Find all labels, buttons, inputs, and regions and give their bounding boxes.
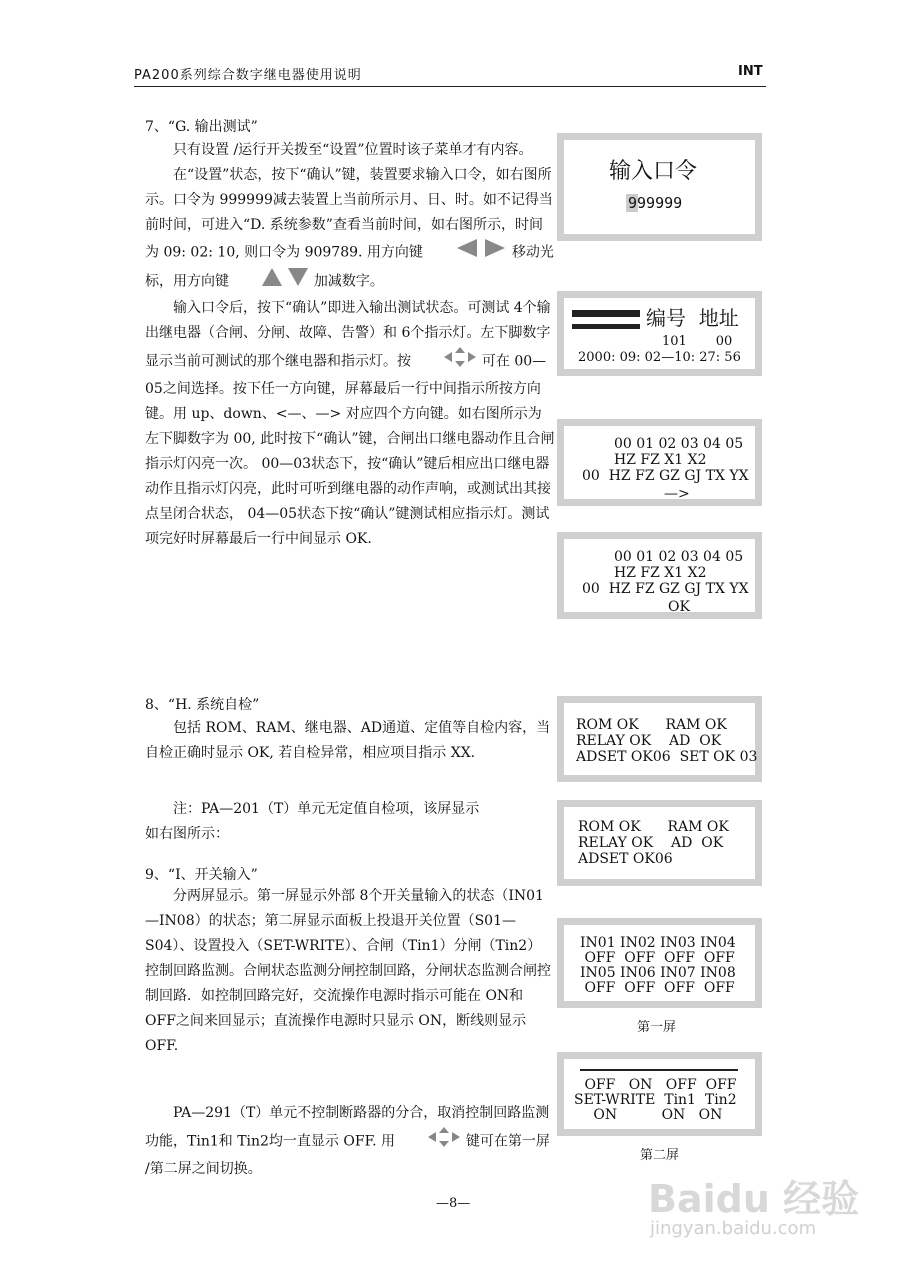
section-g-para-3b: 可在 00—05之间选择。按下任一方向键，屏幕最后一行中间指示所按方向键。用 up、down、<—、—> 对应四个方向键。如右图所示为左下脚数字为 00, 此时按下“确认”键，合闸出口继电器动作且合闸指示灯闪亮一次。 00—03状态下，按“确认”键后相应出口继电器动作且指示灯闪亮，此时可听到继电器的动作声响，或测试出其接点呈闭合状态， 04—05状态下按“确认”键测试相应指示灯。测试项完好时屏幕最后一行中间显示 OK. bbox=[145, 353, 555, 547]
section-i-para-2 bbox=[145, 1101, 555, 1182]
section-h-note-2: 如右图所示： bbox=[145, 826, 229, 842]
section-g-body bbox=[145, 138, 555, 552]
four-way-arrow-icon bbox=[399, 1126, 461, 1157]
section-i-para-1: 分两屏显示。第一屏显示外部 8个开关量输入的状态（IN01—IN08）的状态；第二屏显示面板上投退开关位置（S01—S04）、设置投入（SET-WRITE）、合闸（Tin1）分闸（Tin2）控制回路监测。合闸状态监测分闸控制回路，分闸状态监测合闸控制回路．如控制回路完好，交流操作电源时指示可能在 ON和 OFF之间来回显示；直流操作电源时只显示 ON，断线则显示 OFF. bbox=[145, 888, 551, 1054]
section-h-heading: 8、“H. 系统自检” bbox=[145, 697, 260, 713]
input1-line-2: OFF OFF OFF OFF bbox=[580, 950, 735, 966]
output1-line-3: 00 HZ FZ GZ GJ TX YX bbox=[582, 468, 749, 484]
bar-bottom bbox=[572, 324, 640, 329]
output2-line-1: 00 01 02 03 04 05 bbox=[614, 549, 744, 565]
lcd-sysparam-screen bbox=[557, 291, 762, 376]
doc-header-code: INT bbox=[738, 64, 763, 79]
section-g-para-2c: 加减数字。 bbox=[313, 273, 384, 290]
section-h-para-1: 包括 ROM、RAM、继电器、AD通道、定值等自检内容，当自检正确时显示 OK, 若自检异常，相应项目指示 XX. bbox=[145, 720, 551, 761]
output1-line-2: HZ FZ X1 X2 bbox=[614, 452, 707, 468]
section-g-para-2a: 在“设置”状态，按下“确认”键，装置要求输入口令，如右图所示。口令为 999999减去装置上当前所示月、日、时。如不记得当前时间，可进入“D. 系统参数”查看当前时间，如右图所示，时间为 09: 02: 10, 则口令为 909789. 用方向键 bbox=[145, 167, 553, 261]
input2-line-3: ON ON ON bbox=[580, 1107, 723, 1123]
lcd-output-test-screen-1 bbox=[557, 419, 762, 506]
input1-line-1: IN01 IN02 IN03 IN04 bbox=[580, 935, 736, 951]
top-rule bbox=[580, 1069, 738, 1071]
output1-line-1: 00 01 02 03 04 05 bbox=[614, 436, 744, 452]
section-g-para-2b: 移动光标，用方向键 bbox=[145, 244, 554, 290]
section-g-para-3 bbox=[145, 296, 555, 552]
section-g-para-3a: 输入口令后，按下“确认”即进入输出测试状态。可测试 4个输出继电器（合闸、分闸、故障、告警）和 6个指示灯。左下脚数字显示当前可测试的那个继电器和指示灯。按 bbox=[145, 300, 551, 370]
input1-line-3: IN05 IN06 IN07 IN08 bbox=[580, 965, 736, 981]
selfcheck1-line-2: RELAY OK AD OK bbox=[576, 733, 722, 749]
section-h-body bbox=[145, 716, 555, 766]
selfcheck1-line-3: ADSET OK06 SET OK 03 bbox=[576, 749, 758, 765]
section-i-para-2a: PA—291（T）单元不控制断路器的分合，取消控制回路监测功能，Tin1和 Tin2均一直显示 OFF. 用 bbox=[145, 1105, 550, 1150]
selfcheck1-line-1: ROM OK RAM OK bbox=[576, 717, 727, 733]
baidu-watermark-logo: Baidu 经验 bbox=[648, 1177, 860, 1221]
baidu-watermark-url: jingyan.baidu.com bbox=[650, 1218, 817, 1239]
output2-line-3: 00 HZ FZ GZ GJ TX YX bbox=[582, 581, 749, 597]
up-down-arrow-icon bbox=[233, 267, 309, 296]
section-h-note bbox=[145, 797, 555, 847]
lcd-input-screen-2 bbox=[557, 1052, 762, 1136]
lcd-password-screen bbox=[557, 133, 762, 241]
input1-caption: 第一屏 bbox=[637, 1020, 677, 1035]
password-title: 输入口令 bbox=[609, 159, 698, 184]
selfcheck2-line-3: ADSET OK06 bbox=[578, 851, 673, 867]
section-g-para-1: 只有设置 /运行开关拨至“设置”位置时该子菜单才有内容。 bbox=[173, 142, 533, 158]
sysparam-header: 编号 地址 bbox=[646, 306, 739, 330]
header-rule bbox=[134, 86, 766, 87]
section-g-para-2 bbox=[145, 163, 555, 296]
page-number: —8— bbox=[436, 1196, 471, 1211]
four-way-arrow-icon bbox=[415, 346, 477, 377]
lcd-selfcheck-screen-1 bbox=[557, 696, 762, 782]
lcd-input-screen-1 bbox=[557, 918, 762, 1008]
input2-line-1: OFF ON OFF OFF bbox=[580, 1077, 737, 1093]
doc-header-title: PA200系列综合数字继电器使用说明 bbox=[134, 68, 362, 83]
lcd-selfcheck-screen-2 bbox=[557, 800, 762, 886]
bar-top bbox=[572, 310, 640, 317]
password-value: 999999 bbox=[628, 194, 683, 212]
sysparam-values: 101 00 bbox=[662, 334, 733, 349]
lcd-output-test-screen-2 bbox=[557, 532, 762, 619]
section-i-body bbox=[145, 884, 555, 1059]
output2-line-2: HZ FZ X1 X2 bbox=[614, 565, 707, 581]
output1-line-4: —> bbox=[664, 486, 690, 502]
output2-line-4: OK bbox=[668, 599, 690, 615]
section-h-note-1: 注：PA—201（T）单元无定值自检项，该屏显示 bbox=[173, 801, 480, 817]
section-i-body-2 bbox=[145, 1101, 555, 1182]
input1-line-4: OFF OFF OFF OFF bbox=[580, 980, 735, 996]
input2-caption: 第二屏 bbox=[640, 1148, 680, 1163]
selfcheck2-line-1: ROM OK RAM OK bbox=[578, 819, 729, 835]
section-g-heading: 7、“G. 输出测试” bbox=[145, 119, 258, 135]
selfcheck2-line-2: RELAY OK AD OK bbox=[578, 835, 724, 851]
section-i-para-2b: 键可在第一屏 /第二屏之间切换。 bbox=[145, 1133, 550, 1177]
section-i-heading: 9、“I、开关输入” bbox=[145, 867, 258, 883]
input2-line-2: SET-WRITE Tin1 Tin2 bbox=[574, 1092, 737, 1108]
left-right-arrow-icon bbox=[427, 238, 507, 267]
sysparam-datetime: 2000: 09: 02—10: 27: 56 bbox=[578, 350, 741, 365]
